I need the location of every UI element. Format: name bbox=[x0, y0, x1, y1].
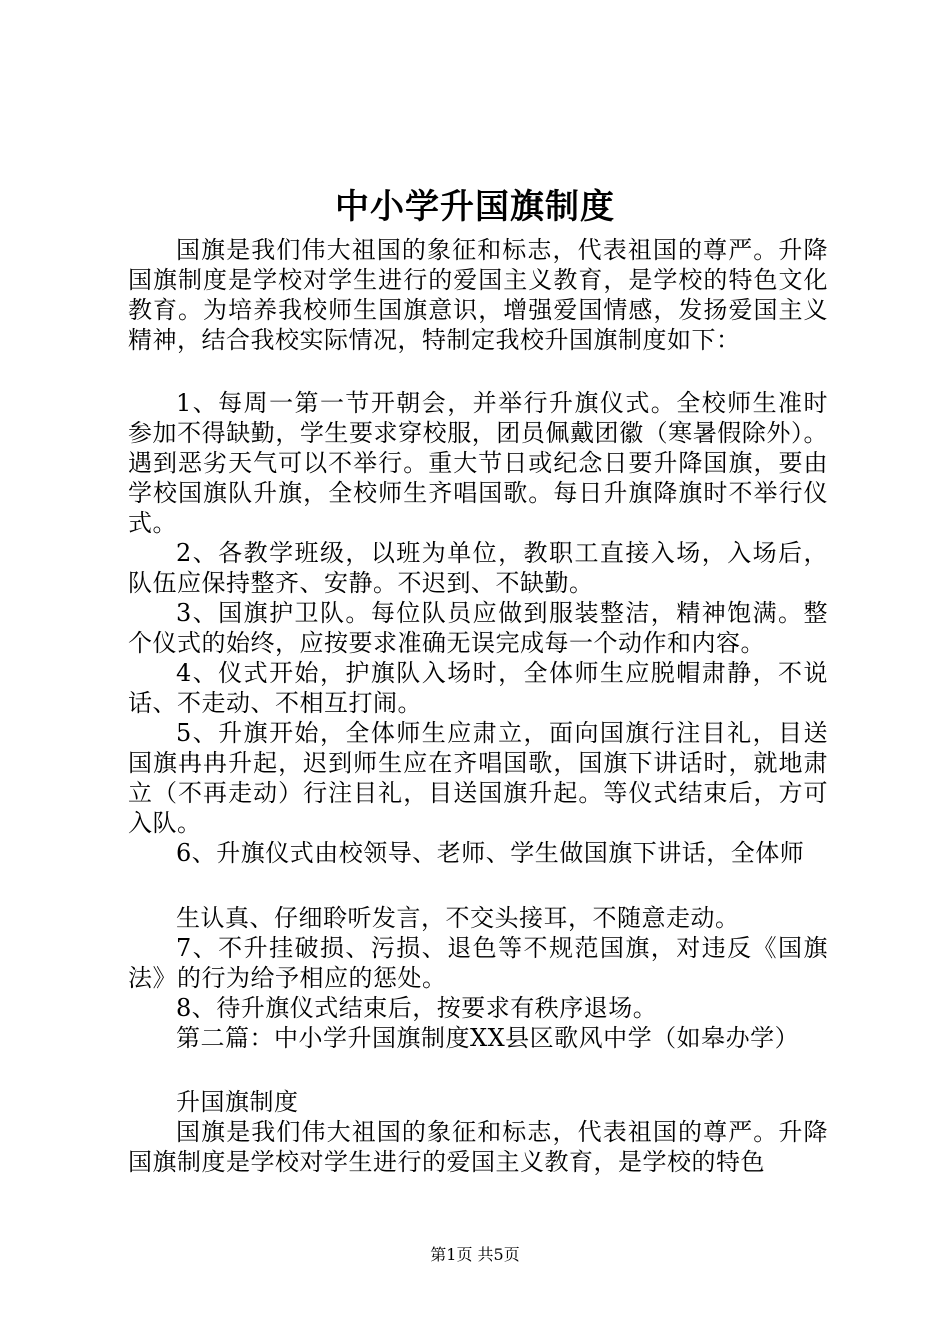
rule-item-4: 4、仪式开始，护旗队入场时，全体师生应脱帽肃静，不说话、不走动、不相互打闹。 bbox=[128, 659, 828, 717]
rule-item-6: 6、升旗仪式由校领导、老师、学生做国旗下讲话，全体师 bbox=[176, 839, 805, 867]
rules-section bbox=[128, 388, 828, 868]
rule-item-3: 3、国旗护卫队。每位队员应做到服装整洁，精神饱满。整个仪式的始终，应按要求准确无误完成每一个动作和内容。 bbox=[128, 599, 828, 657]
document-title: 中小学升国旗制度 bbox=[335, 187, 615, 227]
rule-item-2: 2、各教学班级，以班为单位，教职工直接入场，入场后，队伍应保持整齐、安静。不迟到、不缺勤。 bbox=[128, 539, 828, 597]
intro-paragraph: 国旗是我们伟大祖国的象征和标志，代表祖国的尊严。升降国旗制度是学校对学生进行的爱国主义教育，是学校的特色文化教育。为培养我校师生国旗意识，增强爱国情感，发扬爱国主义精神，结合我校实际情况，特制定我校升国旗制度如下： bbox=[128, 236, 828, 354]
rules-continued-section bbox=[128, 903, 828, 1053]
second-article-subheading: 升国旗制度 bbox=[176, 1088, 299, 1116]
page-footer: 第1页 共5页 bbox=[430, 1245, 520, 1264]
rule-item-7: 7、不升挂破损、污损、退色等不规范国旗，对违反《国旗法》的行为给予相应的惩处。 bbox=[128, 934, 828, 992]
second-article-heading: 第二篇：中小学升国旗制度XX县区歌风中学（如皋办学） bbox=[176, 1024, 800, 1052]
rule-item-5: 5、升旗开始，全体师生应肃立，面向国旗行注目礼，目送国旗冉冉升起，迟到师生应在齐唱国歌，国旗下讲话时，就地肃立（不再走动）行注目礼，目送国旗升起。等仪式结束后，方可入队。 bbox=[128, 719, 828, 837]
rule-item-1: 1、每周一第一节开朝会，并举行升旗仪式。全校师生准时参加不得缺勤，学生要求穿校服，团员佩戴团徽（寒暑假除外）。遇到恶劣天气可以不举行。重大节日或纪念日要升降国旗，要由学校国旗队升旗，全校师生齐唱国歌。每日升旗降旗时不举行仪式。 bbox=[128, 389, 828, 537]
second-article-intro: 国旗是我们伟大祖国的象征和标志，代表祖国的尊严。升降国旗制度是学校对学生进行的爱国主义教育，是学校的特色 bbox=[128, 1118, 828, 1176]
rule-item-8: 8、待升旗仪式结束后，按要求有秩序退场。 bbox=[176, 994, 658, 1022]
rule-item-6-continued: 生认真、仔细聆听发言，不交头接耳，不随意走动。 bbox=[176, 904, 740, 932]
second-article-section bbox=[128, 1087, 828, 1177]
intro-section bbox=[128, 235, 828, 355]
